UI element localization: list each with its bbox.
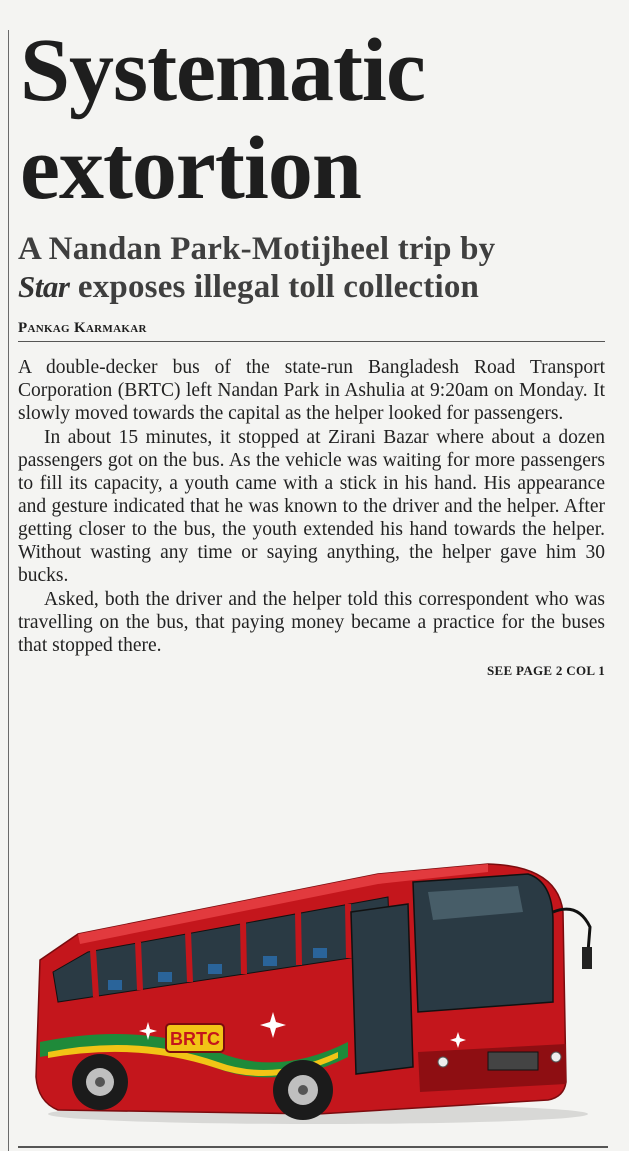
column-rule xyxy=(8,30,9,1151)
rear-wheel xyxy=(72,1054,128,1110)
headline-line-1: Systematic xyxy=(20,21,425,120)
mirror-head xyxy=(582,947,592,969)
article-body xyxy=(18,356,605,657)
subheadline-line-1: A Nandan Park-Motijheel trip by xyxy=(18,231,496,267)
headline xyxy=(20,22,608,218)
headline-line-2: extortion xyxy=(20,119,361,218)
front-wheel xyxy=(273,1060,333,1120)
star-logo: Star xyxy=(18,269,70,304)
article xyxy=(18,0,608,679)
subheadline xyxy=(18,230,608,306)
subheadline-line-2-text: exposes illegal toll collection xyxy=(69,269,480,305)
headlight-left xyxy=(438,1057,448,1067)
brtc-logo-text: BRTC xyxy=(170,1029,220,1049)
bottom-rule xyxy=(18,1146,608,1148)
bus-photo xyxy=(18,852,608,1137)
headlight-right xyxy=(551,1052,561,1062)
byline: Pankag Karmakar xyxy=(18,320,605,342)
continued-jump-line: SEE PAGE 2 COL 1 xyxy=(487,663,605,678)
subheadline-line-2 xyxy=(18,268,608,306)
paragraph: In about 15 minutes, it stopped at Zirani Bazar where about a dozen passengers got on the bus. As the vehicle was waiting for more passengers to fill its capacity, a youth came with a stick in his hand. His appearance and gesture indicated that he was known to the driver and the helper. After getting closer to the bus, the youth extended his hand towards the helper. Without wasting any time or saying anything, the helper gave him 30 bucks. xyxy=(18,427,605,586)
front-grille xyxy=(488,1052,538,1070)
bus-door xyxy=(351,904,413,1074)
paragraph: Asked, both the driver and the helper told this correspondent who was travelling on the bus, that paying money became a practice for the buses that stopped there. xyxy=(18,589,605,656)
paragraph: A double-decker bus of the state-run Bangladesh Road Transport Corporation (BRTC) left Nandan Park in Ashulia at 9:20am on Monday. It slowly moved towards the capital as the helper looked for passengers. xyxy=(18,357,605,424)
